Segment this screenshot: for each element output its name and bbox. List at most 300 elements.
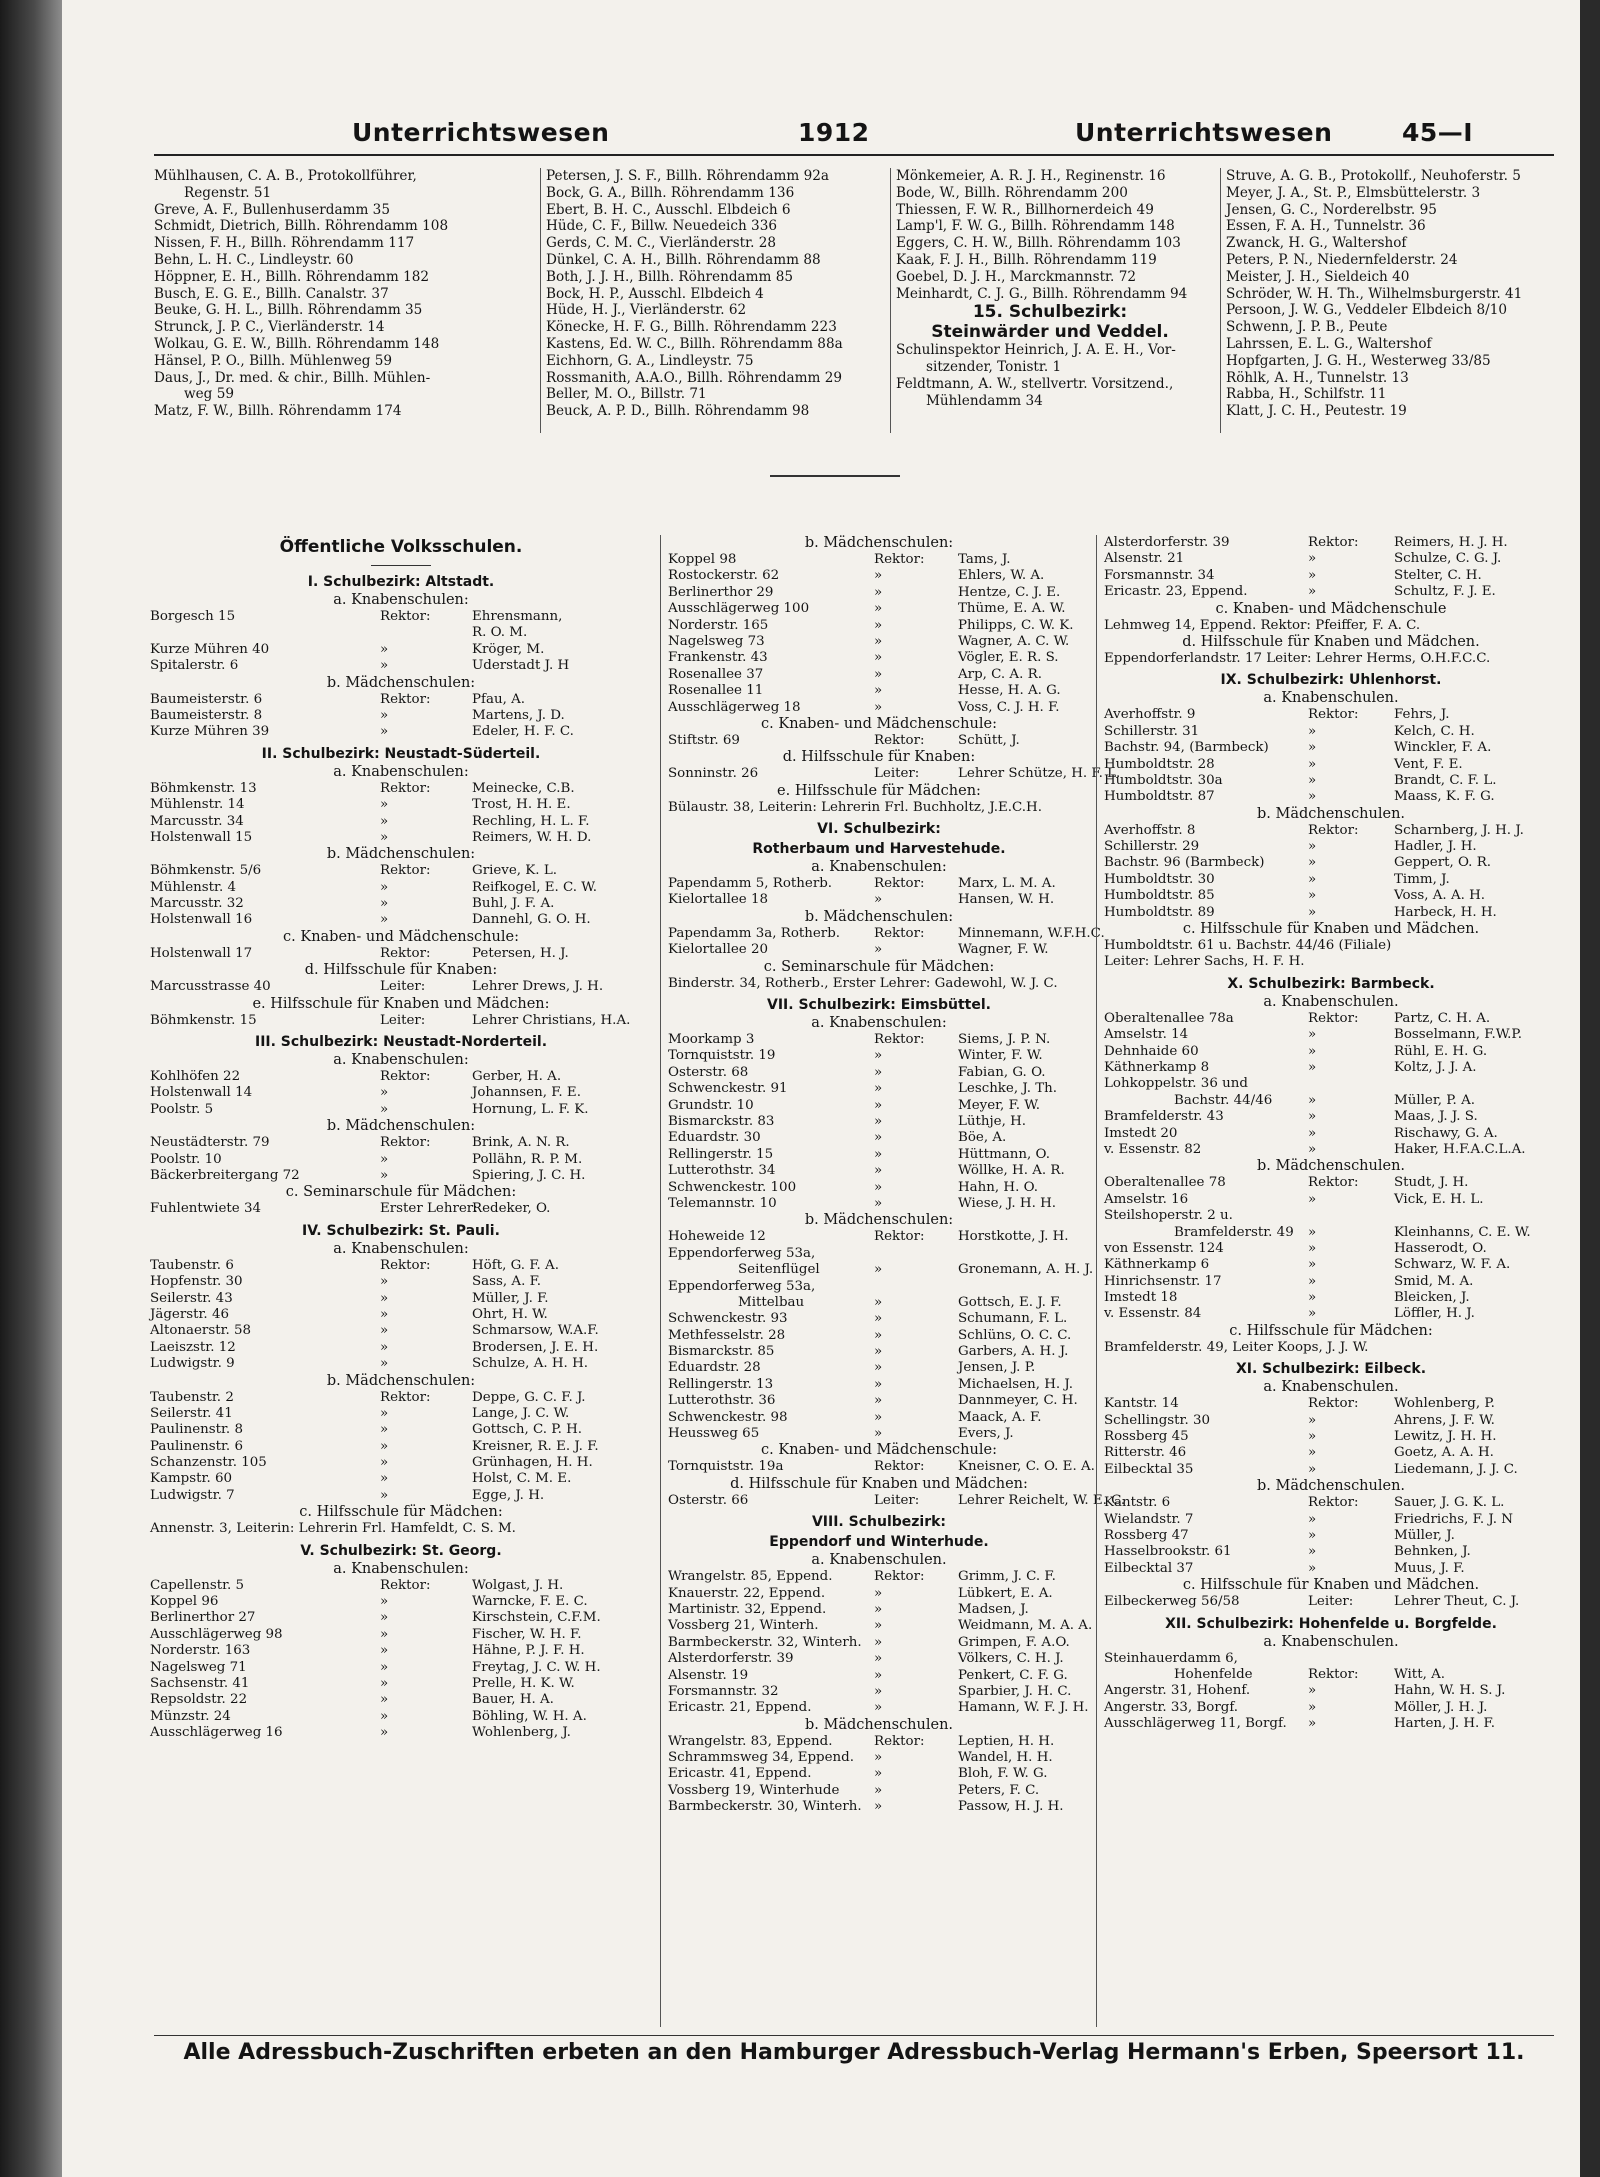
school-entry — [150, 692, 652, 708]
school-entry — [150, 1578, 652, 1594]
head-name: Schwarz, W. F. A. — [1394, 1257, 1511, 1273]
head-name: Kreisner, R. E. J. F. — [472, 1438, 599, 1454]
role-label: » — [1308, 1716, 1317, 1732]
school-address: Dehnhaide 60 — [1104, 1043, 1199, 1059]
role-label: Rektor: — [380, 945, 431, 961]
role-label: » — [380, 1643, 389, 1659]
head-name: Arp, C. A. R. — [958, 666, 1042, 682]
school-entry — [668, 1295, 1090, 1311]
school-address: Angerstr. 31, Hohenf. — [1104, 1683, 1251, 1699]
directory-entry: Bode, W., Billh. Röhrendamm 200 — [896, 184, 1128, 201]
role-label: Rektor: — [874, 732, 925, 748]
role-label: » — [1308, 1027, 1317, 1043]
school-address: Berlinerthor 27 — [150, 1610, 256, 1626]
role-label: Rektor: — [380, 780, 431, 796]
school-entry — [668, 601, 1090, 617]
school-address: Ausschlägerweg 100 — [668, 601, 810, 617]
role-label: » — [380, 1675, 389, 1691]
school-entry — [668, 1569, 1090, 1585]
role-label: Rektor: — [874, 1733, 925, 1749]
school-address: Hoheweide 12 — [668, 1229, 766, 1245]
school-entry — [668, 1459, 1095, 1475]
head-name: Hahn, W. H. S. J. — [1394, 1683, 1506, 1699]
head-name: Kleinhanns, C. E. W. — [1394, 1224, 1531, 1240]
head-name: Madsen, J. — [958, 1601, 1029, 1617]
school-entry — [1104, 757, 1558, 773]
school-address: Vossberg 21, Winterh. — [668, 1618, 819, 1634]
head-name: Brandt, C. F. L. — [1394, 772, 1497, 788]
school-address: Ludwigstr. 7 — [150, 1487, 235, 1503]
role-label: » — [874, 892, 883, 908]
school-address: Bachstr. 44/46 — [1174, 1092, 1273, 1108]
school-category: c. Knaben- und Mädchenschule: — [761, 1442, 997, 1459]
role-label: » — [380, 1151, 389, 1167]
head-name: Lange, J. C. W. — [472, 1405, 570, 1421]
school-address: Altonaerstr. 58 — [150, 1323, 252, 1339]
school-entry — [150, 946, 652, 962]
directory-entry: Lamp'l, F. W. G., Billh. Röhrendamm 148 — [896, 218, 1175, 235]
school-address: Sonninstr. 26 — [668, 766, 759, 782]
school-entry — [150, 1406, 652, 1422]
school-entry — [150, 912, 652, 928]
school-entry — [150, 1725, 652, 1741]
school-address: Barmbeckerstr. 30, Winterh. — [668, 1799, 862, 1815]
school-category: c. Hilfsschule für Knaben und Mädchen. — [1182, 921, 1480, 938]
school-entry — [668, 976, 1090, 992]
school-address: Schwenckestr. 93 — [668, 1311, 788, 1327]
school-entry — [150, 814, 652, 830]
directory-entry: Kaak, F. J. H., Billh. Röhrendamm 119 — [896, 251, 1157, 268]
school-entry — [1104, 1306, 1558, 1322]
school-entry — [1104, 1413, 1558, 1429]
head-name: Hesse, H. A. G. — [958, 683, 1061, 699]
school-entry — [1104, 855, 1558, 871]
school-category: c. Knaben- und Mädchenschule: — [761, 715, 997, 732]
school-entry — [1104, 584, 1558, 600]
role-label: Rektor: — [1308, 822, 1359, 838]
role-label: Rektor: — [874, 1032, 925, 1048]
head-name: Lehrer Schütze, H. F. L. — [958, 766, 1121, 782]
role-label: Rektor: — [380, 1135, 431, 1151]
school-address: Methfesselstr. 28 — [668, 1327, 786, 1343]
school-category: c. Seminarschule für Mädchen: — [763, 958, 995, 975]
school-entry — [668, 1799, 1090, 1815]
school-entry — [150, 1102, 652, 1118]
school-entry — [668, 634, 1090, 650]
school-entry — [668, 1328, 1090, 1344]
head-name: Reimers, W. H. D. — [472, 829, 592, 845]
school-entry — [668, 942, 1090, 958]
school-address: Fuhlentwiete 34 — [150, 1201, 262, 1217]
head-name: Lehrer Christians, H.A. — [472, 1012, 631, 1028]
school-category: a. Knabenschulen: — [333, 1240, 469, 1257]
book-gutter — [0, 0, 62, 2177]
school-address: Münzstr. 24 — [150, 1708, 231, 1724]
entry-text: Leiter: Lehrer Sachs, H. F. H. — [1104, 954, 1305, 970]
school-category: d. Hilfsschule für Knaben und Mädchen: — [730, 1475, 1028, 1492]
school-column-3 — [1104, 535, 1558, 1732]
role-label: Rektor: — [1308, 707, 1359, 723]
school-entry — [150, 1488, 652, 1504]
head-name: Harten, J. H. F. — [1394, 1716, 1495, 1732]
school-column-2 — [668, 535, 1126, 1816]
role-label: » — [874, 1327, 883, 1343]
school-category: c. Hilfsschule für Mädchen: — [1229, 1322, 1433, 1339]
entry-text: Eppendorferlandstr. 17 Leiter: Lehrer Herms, O.H.F.C.C. — [1104, 650, 1491, 666]
head-name: Grünhagen, H. H. — [472, 1455, 593, 1471]
head-name: Müller, J. F. — [472, 1290, 549, 1306]
school-address: Böhmkenstr. 5/6 — [150, 863, 262, 879]
school-address: Seilerstr. 41 — [150, 1405, 233, 1421]
directory-entry: Röhlk, A. H., Tunnelstr. 13 — [1226, 369, 1409, 386]
head-name: Redeker, O. — [472, 1201, 551, 1217]
school-address: Kantstr. 14 — [1104, 1396, 1179, 1412]
school-category: c. Knaben- und Mädchenschule: — [283, 928, 519, 945]
directory-entry: Thiessen, F. W. R., Billhornerdeich 49 — [896, 201, 1154, 218]
directory-entry: Meister, J. H., Sieldeich 40 — [1226, 268, 1410, 285]
school-entry — [668, 1098, 1090, 1114]
school-address: Bismarckstr. 83 — [668, 1113, 775, 1129]
school-address: Humboldtstr. 28 — [1104, 756, 1215, 772]
column-divider — [660, 535, 661, 2027]
head-name: Sparbier, J. H. C. — [958, 1683, 1072, 1699]
school-address: Humboldtstr. 30 — [1104, 871, 1215, 887]
role-label: » — [874, 1634, 883, 1650]
school-entry — [1104, 1290, 1558, 1306]
school-address: Oberaltenallee 78a — [1104, 1010, 1234, 1026]
head-name: Weidmann, M. A. A. — [958, 1618, 1093, 1634]
school-entry — [1104, 707, 1558, 723]
role-label: » — [1308, 1290, 1317, 1306]
head-name: Fehrs, J. — [1394, 707, 1450, 723]
publisher-footer: Alle Adressbuch-Zuschriften erbeten an den Hamburger Adressbuch-Verlag Hermann's Erben, Speersort 11. — [183, 2040, 1525, 2065]
school-entry — [668, 1360, 1090, 1376]
directory-entry: sitzender, Tonistr. 1 — [926, 359, 1062, 376]
head-name: Schlüns, O. C. C. — [958, 1327, 1072, 1343]
school-category: a. Knabenschulen: — [811, 1015, 947, 1032]
school-entry — [150, 1323, 652, 1339]
role-label: Rektor: — [380, 863, 431, 879]
school-entry — [1104, 789, 1558, 805]
school-entry — [668, 1783, 1090, 1799]
school-address: Schillerstr. 29 — [1104, 839, 1200, 855]
school-address: Eppendorferweg 53a, — [668, 1245, 816, 1261]
district-heading: XI. Schulbezirk: Eilbeck. — [1235, 1361, 1427, 1378]
school-address: Bramfelderstr. 43 — [1104, 1109, 1224, 1125]
head-name: Lewitz, J. H. H. — [1394, 1429, 1497, 1445]
role-label: Leiter: — [1308, 1594, 1354, 1610]
role-label: » — [1308, 1544, 1317, 1560]
school-entry — [668, 1684, 1090, 1700]
directory-entry: Ebert, B. H. C., Ausschl. Elbdeich 6 — [546, 201, 791, 218]
role-label: » — [380, 724, 389, 740]
head-name: Passow, H. J. H. — [958, 1799, 1064, 1815]
role-label: » — [1308, 1191, 1317, 1207]
school-entry — [1104, 1462, 1558, 1478]
school-address: Rossberg 45 — [1104, 1429, 1189, 1445]
head-name: Brodersen, J. E. H. — [472, 1339, 599, 1355]
role-label: » — [874, 1311, 883, 1327]
head-name: Smid, M. A. — [1394, 1273, 1474, 1289]
head-name: Haker, H.F.A.C.L.A. — [1394, 1141, 1526, 1157]
directory-entry: Mönkemeier, A. R. J. H., Reginenstr. 16 — [896, 168, 1166, 184]
school-category: a. Knabenschulen. — [1263, 690, 1399, 707]
head-name: Wagner, A. C. W. — [958, 633, 1070, 649]
role-label: » — [1308, 1412, 1317, 1428]
school-entry — [1104, 839, 1558, 855]
school-address: Holstenwall 15 — [150, 829, 253, 845]
role-label: » — [380, 912, 389, 928]
role-label: » — [1308, 1224, 1317, 1240]
role-label: » — [1308, 756, 1317, 772]
district-heading: VII. Schulbezirk: Eimsbüttel. — [767, 997, 991, 1014]
school-address: Forsmannstr. 32 — [668, 1683, 779, 1699]
school-address: Poolstr. 5 — [150, 1101, 214, 1117]
school-entry — [668, 1180, 1090, 1196]
school-address: Neustädterstr. 79 — [150, 1135, 270, 1151]
school-address: Rosenallee 37 — [668, 666, 764, 682]
school-address: Stiftstr. 69 — [668, 732, 740, 748]
school-entry — [668, 1410, 1090, 1426]
school-address: Steinhauerdamm 6, — [1104, 1650, 1238, 1666]
school-address: Ludwigstr. 9 — [150, 1356, 235, 1372]
head-name: Maass, K. F. G. — [1394, 789, 1495, 805]
role-label: Rektor: — [380, 691, 431, 707]
school-entry — [1104, 1716, 1558, 1732]
school-address: Eilbecktal 35 — [1104, 1461, 1194, 1477]
role-label: » — [874, 1195, 883, 1211]
school-address: Baumeisterstr. 6 — [150, 691, 263, 707]
school-address: Kantstr. 6 — [1104, 1495, 1171, 1511]
head-name: Scharnberg, J. H. J. — [1394, 822, 1524, 838]
head-name: Kirschstein, C.F.M. — [472, 1610, 601, 1626]
school-entry — [668, 667, 1090, 683]
head-name: Möller, J. H. J. — [1394, 1699, 1488, 1715]
role-label: Leiter: — [874, 1492, 920, 1508]
district-heading: XII. Schulbezirk: Hohenfelde u. Borgfelde. — [1165, 1615, 1497, 1632]
district-heading: II. Schulbezirk: Neustadt-Süderteil. — [261, 745, 541, 762]
directory-entry: Jensen, G. C., Norderelbstr. 95 — [1226, 201, 1437, 218]
school-entry — [668, 800, 1090, 816]
role-label: » — [380, 1725, 389, 1741]
school-address: Averhoffstr. 8 — [1104, 822, 1196, 838]
school-entry — [1104, 1060, 1558, 1076]
school-address: Eppendorferweg 53a, — [668, 1278, 816, 1294]
school-address: Koppel 98 — [668, 552, 737, 567]
role-label: » — [1308, 1257, 1317, 1273]
school-category: d. Hilfsschule für Knaben: — [782, 749, 976, 766]
head-name: Prelle, H. K. W. — [472, 1675, 575, 1691]
school-address: Papendamm 3a, Rotherb. — [668, 925, 841, 941]
school-address: Paulinenstr. 6 — [150, 1438, 243, 1454]
school-entry — [668, 1048, 1090, 1064]
head-name: Stelter, C. H. — [1394, 567, 1482, 583]
school-address: Wielandstr. 7 — [1104, 1511, 1194, 1527]
role-label: » — [380, 813, 389, 829]
head-name: Petersen, H. J. — [472, 945, 569, 961]
school-entry — [150, 1643, 652, 1659]
role-label: » — [874, 1782, 883, 1798]
school-entry — [150, 625, 652, 641]
school-address: Tornquiststr. 19 — [668, 1048, 776, 1064]
role-label: » — [1308, 772, 1317, 788]
school-address: Amselstr. 14 — [1104, 1027, 1189, 1043]
role-label: » — [874, 1393, 883, 1409]
head-name: Lehrer Theut, C. J. — [1394, 1594, 1520, 1610]
head-name: Maas, J. J. S. — [1394, 1109, 1478, 1125]
head-name: Leptien, H. H. — [958, 1733, 1055, 1749]
school-address: Kampstr. 60 — [150, 1471, 232, 1487]
header-right: Unterrichtswesen — [1075, 118, 1333, 147]
school-entry — [668, 1377, 1090, 1393]
role-label: » — [380, 1306, 389, 1322]
role-label: » — [380, 797, 389, 813]
head-name: Behnken, J. — [1394, 1544, 1471, 1560]
school-address: Ericastr. 41, Eppend. — [668, 1766, 812, 1782]
head-name: Partz, C. H. A. — [1394, 1010, 1491, 1026]
school-address: Seilerstr. 43 — [150, 1290, 233, 1306]
head-name: Fabian, G. O. — [958, 1064, 1046, 1080]
head-name: Völkers, C. H. J. — [958, 1651, 1064, 1667]
school-address: Barmbeckerstr. 32, Winterh. — [668, 1634, 862, 1650]
directory-entry: Schröder, W. H. Th., Wilhelmsburgerstr. 41 — [1226, 285, 1523, 302]
school-address: Humboldtstr. 87 — [1104, 789, 1215, 805]
school-address: Bramfelderstr. 49 — [1174, 1224, 1294, 1240]
entry-text: Annenstr. 3, Leiterin: Lehrerin Frl. Hamfeldt, C. S. M. — [150, 1521, 516, 1537]
school-address: Taubenstr. 2 — [150, 1389, 234, 1405]
school-entry — [1104, 740, 1558, 756]
role-label: » — [874, 666, 883, 682]
school-entry — [668, 1279, 1090, 1295]
school-category: b. Mädchenschulen. — [804, 1716, 954, 1733]
school-entry — [150, 1521, 652, 1537]
head-name: Böhling, W. H. A. — [472, 1708, 587, 1724]
school-entry — [668, 1492, 1126, 1509]
school-address: Holstenwall 17 — [150, 945, 253, 961]
role-label: » — [1308, 1306, 1317, 1322]
school-entry — [668, 876, 1090, 892]
school-entry — [150, 1610, 652, 1626]
head-name: Hentze, C. J. E. — [958, 584, 1061, 600]
school-address: Jägerstr. 46 — [150, 1306, 229, 1322]
directory-entry: Hüde, C. F., Billw. Neuedeich 336 — [546, 218, 777, 235]
head-name: R. O. M. — [472, 625, 528, 641]
school-address: Moorkamp 3 — [668, 1032, 755, 1048]
role-label: » — [1308, 871, 1317, 887]
school-entry — [150, 781, 652, 797]
school-entry — [668, 568, 1090, 584]
school-category: b. Mädchenschulen. — [1256, 1158, 1406, 1175]
role-label: » — [874, 1113, 883, 1129]
role-label: » — [380, 1708, 389, 1724]
district-heading: IV. Schulbezirk: St. Pauli. — [302, 1222, 500, 1239]
school-address: Ausschlägerweg 18 — [668, 699, 801, 715]
role-label: » — [380, 1487, 389, 1503]
role-label: » — [380, 1290, 389, 1306]
school-entry — [1104, 1011, 1558, 1027]
directory-entry: Meyer, J. A., St. P., Elmsbüttelerstr. 3 — [1226, 184, 1481, 201]
role-label: » — [874, 1585, 883, 1601]
head-name: Geppert, O. R. — [1394, 855, 1492, 871]
school-address: Kielortallee 18 — [668, 892, 769, 908]
role-label: » — [874, 1601, 883, 1617]
role-label: Rektor: — [380, 609, 431, 624]
head-name: Timm, J. — [1394, 871, 1450, 887]
role-label: » — [380, 1356, 389, 1372]
head-name: Fischer, W. H. F. — [472, 1626, 582, 1642]
school-entry — [150, 1340, 652, 1356]
head-name: Grimpen, F. A.O. — [958, 1634, 1070, 1650]
role-label: » — [874, 650, 883, 666]
role-label: » — [380, 1659, 389, 1675]
directory-entry: Mühlhausen, C. A. B., Protokollführer, — [154, 168, 417, 184]
school-entry — [150, 1471, 652, 1487]
directory-entry: Schulinspektor Heinrich, J. A. E. H., Vor- — [896, 342, 1176, 359]
top-column-2 — [546, 168, 886, 420]
school-entry — [1104, 1700, 1558, 1716]
head-name: Buhl, J. F. A. — [472, 896, 555, 912]
head-name: Müller, J. — [1394, 1527, 1455, 1543]
school-entry — [668, 1602, 1090, 1618]
head-name: Ahrens, J. F. W. — [1394, 1412, 1495, 1428]
footer-rule — [154, 2035, 1554, 2036]
school-address: Telemannstr. 10 — [668, 1195, 777, 1211]
school-entry — [1104, 1683, 1558, 1699]
school-address: Osterstr. 66 — [668, 1492, 749, 1508]
column-divider — [1220, 168, 1221, 433]
head-name: Schultz, F. J. E. — [1394, 584, 1496, 600]
role-label: » — [1308, 1445, 1317, 1461]
role-label: » — [1308, 1683, 1317, 1699]
directory-entry: Hüde, H. J., Vierländerstr. 62 — [546, 302, 747, 319]
school-entry — [1104, 1225, 1558, 1241]
school-entry — [668, 1081, 1090, 1097]
school-entry — [150, 1692, 652, 1708]
school-address: Wrangelstr. 85, Eppend. — [668, 1569, 833, 1585]
school-address: Schwenckestr. 100 — [668, 1179, 797, 1195]
role-label: » — [1308, 1125, 1317, 1141]
role-label: » — [1308, 551, 1317, 567]
head-name: Rühl, E. H. G. — [1394, 1043, 1488, 1059]
head-name: Kelch, C. H. — [1394, 723, 1475, 739]
role-label: Rektor: — [380, 1389, 431, 1405]
column-divider — [540, 168, 541, 433]
school-entry — [1104, 568, 1558, 584]
head-name: Ohrt, H. W. — [472, 1306, 548, 1322]
role-label: » — [1308, 567, 1317, 583]
role-label: » — [874, 1618, 883, 1634]
school-entry — [1104, 1093, 1558, 1109]
school-address: Berlinerthor 29 — [668, 584, 774, 600]
school-category: b. Mädchenschulen. — [1256, 805, 1406, 822]
school-category: b. Mädchenschulen: — [326, 1118, 476, 1135]
head-name: Deppe, G. C. F. J. — [472, 1389, 586, 1405]
header-rule — [154, 154, 1554, 156]
role-label: Rektor: — [1308, 1175, 1359, 1191]
school-entry — [150, 1291, 652, 1307]
school-address: Averhoffstr. 9 — [1104, 707, 1196, 723]
section-heading-15: 15. Schulbezirk: Steinwärder und Veddel. — [931, 302, 1169, 343]
school-entry — [150, 863, 652, 879]
school-entry — [668, 1618, 1093, 1634]
school-category: a. Knabenschulen. — [1263, 1633, 1399, 1650]
school-entry — [150, 797, 652, 813]
school-address: Alsterdorferstr. 39 — [668, 1651, 794, 1667]
school-address: Grundstr. 10 — [668, 1097, 754, 1113]
directory-entry: Behn, L. H. C., Lindleystr. 60 — [154, 251, 354, 268]
directory-entry: Könecke, H. F. G., Billh. Röhrendamm 223 — [546, 319, 837, 336]
role-label: » — [1308, 1092, 1317, 1108]
